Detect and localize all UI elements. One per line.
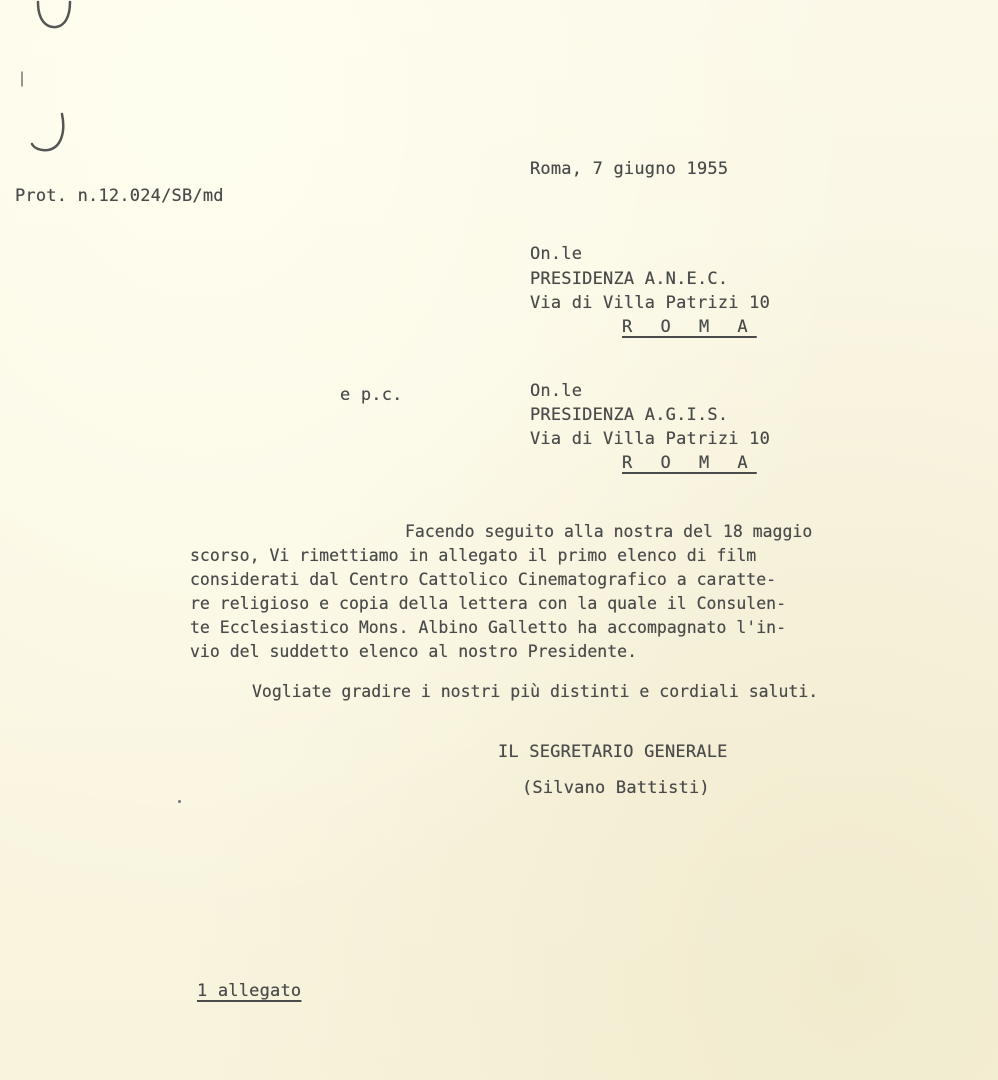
body-line: scorso, Vi rimettiamo in allegato il primo elenco di film bbox=[190, 546, 757, 565]
body-line: vio del suddetto elenco al nostro Presidente. bbox=[190, 642, 638, 661]
pencil-tick-mark bbox=[19, 70, 25, 90]
protocol-number: Prot. n.12.024/SB/md bbox=[15, 186, 224, 206]
body-line: re religioso e copia della lettera con la quale il Consulen- bbox=[190, 594, 787, 613]
recipient-city: R O M A bbox=[622, 453, 757, 473]
recipient-title: On.le bbox=[530, 381, 583, 401]
punch-hole-mark-bottom bbox=[26, 108, 72, 158]
recipient-name: PRESIDENZA A.N.E.C. bbox=[530, 269, 729, 289]
body-line: considerati dal Centro Cattolico Cinematografico a caratte- bbox=[190, 570, 777, 589]
body-line: te Ecclesiastico Mons. Albino Galletto ha accompagnato l'in- bbox=[190, 618, 787, 637]
cc-label: e p.c. bbox=[340, 385, 403, 405]
recipient-address: Via di Villa Patrizi 10 bbox=[530, 429, 771, 449]
recipient-address: Via di Villa Patrizi 10 bbox=[530, 293, 771, 313]
stray-dot bbox=[178, 800, 181, 803]
signature-title: IL SEGRETARIO GENERALE bbox=[498, 742, 728, 762]
recipient-title: On.le bbox=[530, 244, 583, 264]
body-line: Facendo seguito alla nostra del 18 maggio bbox=[405, 522, 813, 541]
attachment-note: 1 allegato bbox=[197, 981, 302, 1001]
punch-hole-mark-top bbox=[34, 0, 74, 34]
signature-name: (Silvano Battisti) bbox=[522, 778, 710, 798]
recipient-name: PRESIDENZA A.G.I.S. bbox=[530, 405, 729, 425]
recipient-city: R O M A bbox=[622, 317, 757, 337]
closing-line: Vogliate gradire i nostri più distinti e cordiali saluti. bbox=[252, 682, 819, 701]
letter-date: Roma, 7 giugno 1955 bbox=[530, 159, 729, 179]
